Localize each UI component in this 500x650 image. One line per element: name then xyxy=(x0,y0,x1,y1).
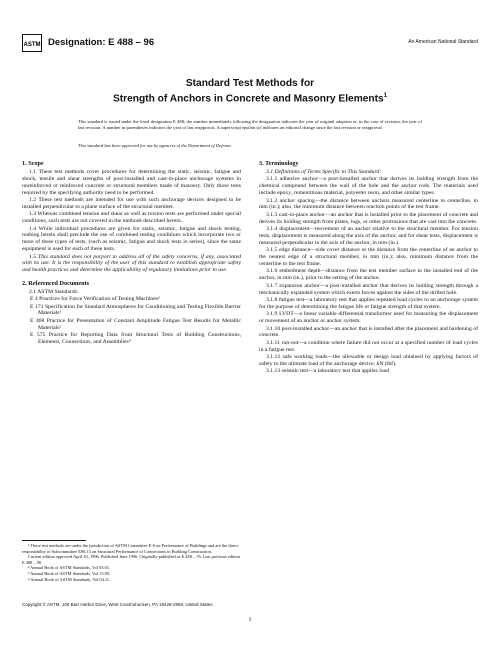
right-column xyxy=(259,160,478,376)
left-column xyxy=(22,160,241,346)
paragraph-3-1: 3.1 Definitions of Terms Specific to This Standard: xyxy=(266,169,382,175)
definition-3-1-3: 3.1.3 cast-in-place anchor—an anchor that is installed prior to the placement of concrete and derives its holding strength from plates, lugs, or other protrusions that are cast into the concrete. xyxy=(259,211,478,225)
issuance-notice: This standard is issued under the fixed designation E 488; the number immediately following the designation indicates the year of original adoption or, in the case of revision, the year of last revision. A number in parentheses indicates the year of last reapproval. A superscript epsilon (ε) indicates an editorial change since the last revision or reapproval. xyxy=(78,119,422,130)
definition-3-1-5: 3.1.5 edge distance—side cover distance or the distance from the centerline of an anchor to the nearest edge of a structural member, in mm (in.); also, minimum distance from the centerline to the test frame. xyxy=(259,247,478,267)
definition-3-1-1: 3.1.1 adhesive anchor—a post-installed anchor that derives its holding strength from the chemical compound between the wall of the hole and the anchor rods. The materials used include epoxy, cementitious material, polyester resin, and other similar types. xyxy=(259,176,478,197)
ans-label: An American National Standard xyxy=(408,39,478,45)
paragraph-1-5: 1.5 This standard does not purport to address all of the safety concerns, if any, associated with its use. It is the responsibility of the user of this standard to establish appropriate safety and health practices and determine the applicability of regulatory limitations prior to use. xyxy=(22,253,241,274)
title-line-2-text: Strength of Anchors in Concrete and Masonry Elements xyxy=(112,93,384,105)
standard-e468 xyxy=(22,318,241,332)
standard-e468-text: E 468 Practice for Presentation of Constant Amplitude Fatigue Test Results for Metallic Materials² xyxy=(30,317,241,331)
title-line-2 xyxy=(0,90,500,105)
document-title xyxy=(0,78,500,105)
paragraph-1-4: 1.4 While individual procedures are given for static, seismic, fatigue and shock testing, nothing herein shall preclude the use of combined testing conditions which incorporate two or more of these types of tests, (such as seismic, fatigue and shock tests in series), since the same equipment is used for each of these tests. xyxy=(22,225,241,253)
footnote-3: ³ Annual Book of ASTM Standards, Vol 15.09. xyxy=(28,570,111,576)
referenced-documents-heading: 2. Referenced Documents xyxy=(22,279,90,287)
scope-heading: 1. Scope xyxy=(22,160,44,167)
standard-e575-text: E 575 Practice for Reporting Data from Structural Tests of Building Constructions, Elements, Connections, and Assemblies⁴ xyxy=(30,332,241,345)
definition-3-1-6: 3.1.6 embedment depth—distance from the test member surface to the installed end of the anchor, in mm (in.), prior to the setting of the anchor. xyxy=(259,268,478,282)
footnote-divider xyxy=(22,540,86,541)
paragraph-1-1: 1.1 These test methods cover procedures for determining the static, seismic, fatigue and shock, tensile and shear strengths of post-installed and cast-in-place anchorage systems in unreinforced or reinforced concrete or structural members made of masonry. Only those tests required by the specifying authority need to be performed. xyxy=(22,169,241,196)
definition-3-1-4: 3.1.4 displacement—movement of an anchor relative to the structural member. For tension tests, displacement is measured along the axis of the anchor, and for shear tests, displacement is measured perpendicular to the axis of the anchor, in mm (in.). xyxy=(259,226,478,246)
standard-e4-text: E 4 Practices for Force Verification of Testing Machines² xyxy=(30,296,160,303)
standard-e171 xyxy=(22,304,241,318)
standard-e171-text: E 171 Specification for Standard Atmospheres for Conditioning and Testing Flexible Barrier Materials³ xyxy=(30,303,241,317)
document-header xyxy=(22,34,478,54)
definition-3-1-9: 3.1.9 LVDT—a linear variable differential transformer used for measuring the displacement or movement of an anchor or anchor system. xyxy=(259,311,478,325)
definition-3-1-12: 3.1.12 safe working loads—the allowable or design load obtained by applying factors of safety to the ultimate load of the anchorage device, kN (lbf). xyxy=(259,354,478,367)
terminology-heading: 3. Terminology xyxy=(259,160,299,167)
title-footnote-mark: 1 xyxy=(383,93,388,99)
dod-notice: This standard has been approved for use by agencies of the Department of Defense. xyxy=(78,143,232,148)
paragraph-1-2: 1.2 These test methods are intended for use with such anchorage devices designed to be installed perpendicular to a plane surface of the structural member. xyxy=(22,196,241,210)
page-number: 1 xyxy=(248,617,252,623)
title-line-1: Standard Test Methods for xyxy=(185,78,315,89)
footnote-2: ² Annual Book of ASTM Standards, Vol 03.01. xyxy=(28,565,111,571)
footnotes xyxy=(22,543,241,582)
designation: Designation: E 488 – 96 xyxy=(48,37,155,48)
copyright-line: Copyright © ASTM, 100 Barr Harbor Drive, West Conshohocken, PA 19428-2959, United States. xyxy=(22,602,214,607)
paragraph-2-1: 2.1 ASTM Standards: xyxy=(29,288,79,295)
definition-3-1-2: 3.1.2 anchor spacing—the distance between anchors measured centerline to centerline, in mm (in.); also, the minimum distance between reaction points of the test frame. xyxy=(259,197,478,211)
definition-3-1-7: 3.1.7 expansion anchor—a post-installed anchor that derives its holding strength through a mechanically expanded system which exerts forces against the sides of the drilled hole. xyxy=(259,282,478,296)
definition-3-1-8: 3.1.8 fatigue test—a laboratory test that applies repeated load cycles to an anchorage system for the purpose of determining the fatigue life or fatigue strength of that system. xyxy=(259,296,478,310)
definition-3-1-13: 3.1.13 seismic test—a laboratory test that applies load xyxy=(266,368,390,375)
footnote-1-edition: Current edition approved April 10, 1996. Published June 1996. Originally published as E 488 – 76. Last previous edition E 488 – 90. xyxy=(22,554,240,565)
svg-text:ASTM: ASTM xyxy=(23,42,41,48)
standard-e575 xyxy=(22,332,241,346)
footnote-1: ¹ These test methods are under the jurisdiction of ASTM Committee E-6 on Performance of Buildings and are the direct responsibility of Subcommittee E06.13 on Structural Performance of Connections in Building Construction. xyxy=(22,543,239,554)
footnote-4: ⁴ Annual Book of ASTM Standards, Vol 04.11. xyxy=(28,576,111,582)
standard-e4 xyxy=(22,296,241,303)
astm-logo-icon xyxy=(22,34,42,52)
paragraph-1-3: 1.3 Whereas combined tension and shear as well as torsion tests are performed under special conditions, such tests are not covered in the methods described herein. xyxy=(22,211,241,225)
definition-3-1-11: 3.1.11 run-out—a condition where failure did not occur at a specified number of load cycles in a fatigue test. xyxy=(259,339,478,353)
definition-3-1-10: 3.1.10 post-installed anchor—an anchor that is installed after the placement and hardening of concrete. xyxy=(259,325,478,339)
